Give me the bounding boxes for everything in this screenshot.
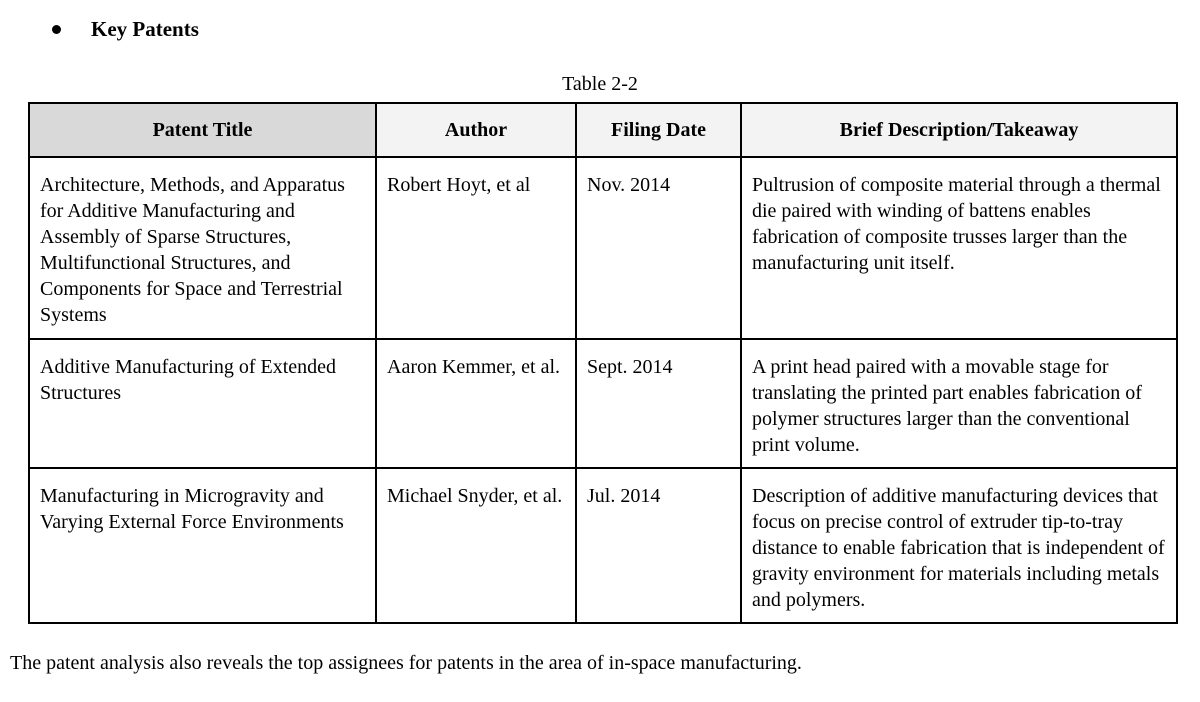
cell-patent-title: Manufacturing in Microgravity and Varying External Force Environments — [29, 468, 376, 623]
cell-description: Description of additive manufacturing devices that focus on precise control of extruder tip-to-tray distance to enable fabrication that is independent of gravity environment for materials including metals and polymers. — [741, 468, 1177, 623]
closing-paragraph: The patent analysis also reveals the top assignees for patents in the area of in-space manufacturing. — [10, 652, 802, 674]
patents-table — [28, 102, 1178, 624]
table-caption: Table 2-2 — [562, 73, 638, 95]
cell-filing-date: Sept. 2014 — [576, 339, 741, 468]
cell-author: Robert Hoyt, et al — [376, 157, 576, 339]
header-patent-title: Patent Title — [29, 103, 376, 157]
section-title: Key Patents — [91, 16, 199, 41]
bullet-icon — [52, 25, 61, 34]
cell-patent-title: Additive Manufacturing of Extended Structures — [29, 339, 376, 468]
cell-description: A print head paired with a movable stage for translating the printed part enables fabrication of polymer structures larger than the conventional print volume. — [741, 339, 1177, 468]
cell-author: Aaron Kemmer, et al. — [376, 339, 576, 468]
table-header-row — [29, 103, 1177, 157]
cell-author: Michael Snyder, et al. — [376, 468, 576, 623]
cell-description: Pultrusion of composite material through a thermal die paired with winding of battens enables fabrication of composite trusses larger than the manufacturing unit itself. — [741, 157, 1177, 339]
cell-filing-date: Jul. 2014 — [576, 468, 741, 623]
table-row — [29, 157, 1177, 339]
cell-patent-title: Architecture, Methods, and Apparatus for Additive Manufacturing and Assembly of Sparse Structures, Multifunctional Structures, and Components for Space and Terrestrial Systems — [29, 157, 376, 339]
cell-filing-date: Nov. 2014 — [576, 157, 741, 339]
header-author: Author — [376, 103, 576, 157]
header-filing-date: Filing Date — [576, 103, 741, 157]
section-heading — [48, 14, 199, 44]
table-row — [29, 468, 1177, 623]
table-row — [29, 339, 1177, 468]
header-description: Brief Description/Takeaway — [741, 103, 1177, 157]
